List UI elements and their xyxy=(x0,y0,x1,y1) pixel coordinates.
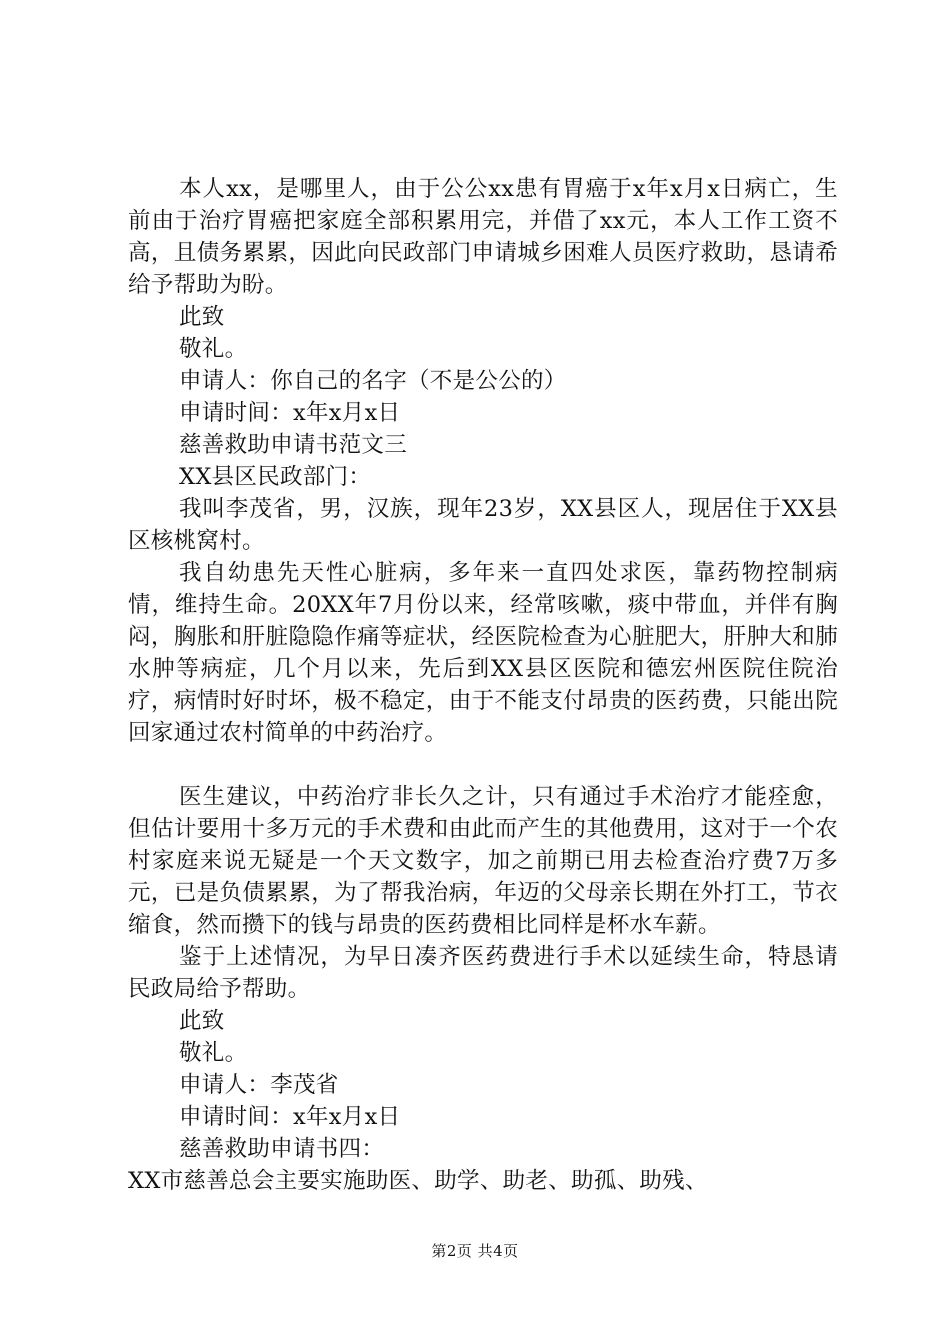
paragraph-gap xyxy=(128,749,838,781)
closing-jingli-2: 敬礼。 xyxy=(179,1040,248,1066)
paragraph-charity-intro: XX市慈善总会主要实施助医、助学、助老、助孤、助残、 xyxy=(128,1168,708,1194)
addressee-line: XX县区民政部门： xyxy=(179,464,372,490)
application-date-line: 申请时间：x年x月x日 xyxy=(179,400,401,426)
applicant-line-2: 申请人：李茂省 xyxy=(179,1072,339,1098)
closing-cizhi-2: 此致 xyxy=(179,1008,225,1034)
page-number-footer: 第2页 共4页 xyxy=(431,1242,519,1260)
paragraph-self-intro: 我叫李茂省，男，汉族，现年23岁，XX县区人，现居住于XX县区核桃窝村。 xyxy=(128,496,838,554)
closing-cizhi: 此致 xyxy=(179,304,225,330)
paragraph-request: 鉴于上述情况，为早日凑齐医药费进行手术以延续生命，特恳请民政局给予帮助。 xyxy=(128,944,838,1002)
applicant-line: 申请人：你自己的名字（不是公公的） xyxy=(179,368,567,394)
section-heading-four: 慈善救助申请书四： xyxy=(179,1136,385,1162)
section-heading-three: 慈善救助申请书范文三 xyxy=(179,432,408,458)
application-date-line-2: 申请时间：x年x月x日 xyxy=(179,1104,401,1130)
closing-jingli: 敬礼。 xyxy=(179,336,248,362)
paragraph-application-intro: 本人xx，是哪里人，由于公公xx患有胃癌于x年x月x日病亡，生前由于治疗胃癌把家庭全部积累用完，并借了xx元，本人工作工资不高，且债务累累，因此向民政部门申请城乡困难人员医疗救助，恳请希给予帮助为盼。 xyxy=(128,176,838,298)
document-body xyxy=(128,173,838,1197)
paragraph-illness: 我自幼患先天性心脏病，多年来一直四处求医，靠药物控制病情，维持生命。20XX年7月份以来，经常咳嗽，痰中带血，并伴有胸闷，胸胀和肝脏隐隐作痛等症状，经医院检查为心脏肥大，肝肿大和肺水肿等病症，几个月以来，先后到XX县区医院和德宏州医院住院治疗，病情时好时坏，极不稳定，由于不能支付昂贵的医药费，只能出院回家通过农村简单的中药治疗。 xyxy=(128,560,838,746)
paragraph-doctor-advice: 医生建议，中药治疗非长久之计，只有通过手术治疗才能痊愈，但估计要用十多万元的手术费和由此而产生的其他费用，这对于一个农村家庭来说无疑是一个天文数字，加之前期已用去检查治疗费7万多元，已是负债累累，为了帮我治病，年迈的父母亲长期在外打工，节衣缩食，然而攒下的钱与昂贵的医药费相比同样是杯水车薪。 xyxy=(128,784,838,938)
